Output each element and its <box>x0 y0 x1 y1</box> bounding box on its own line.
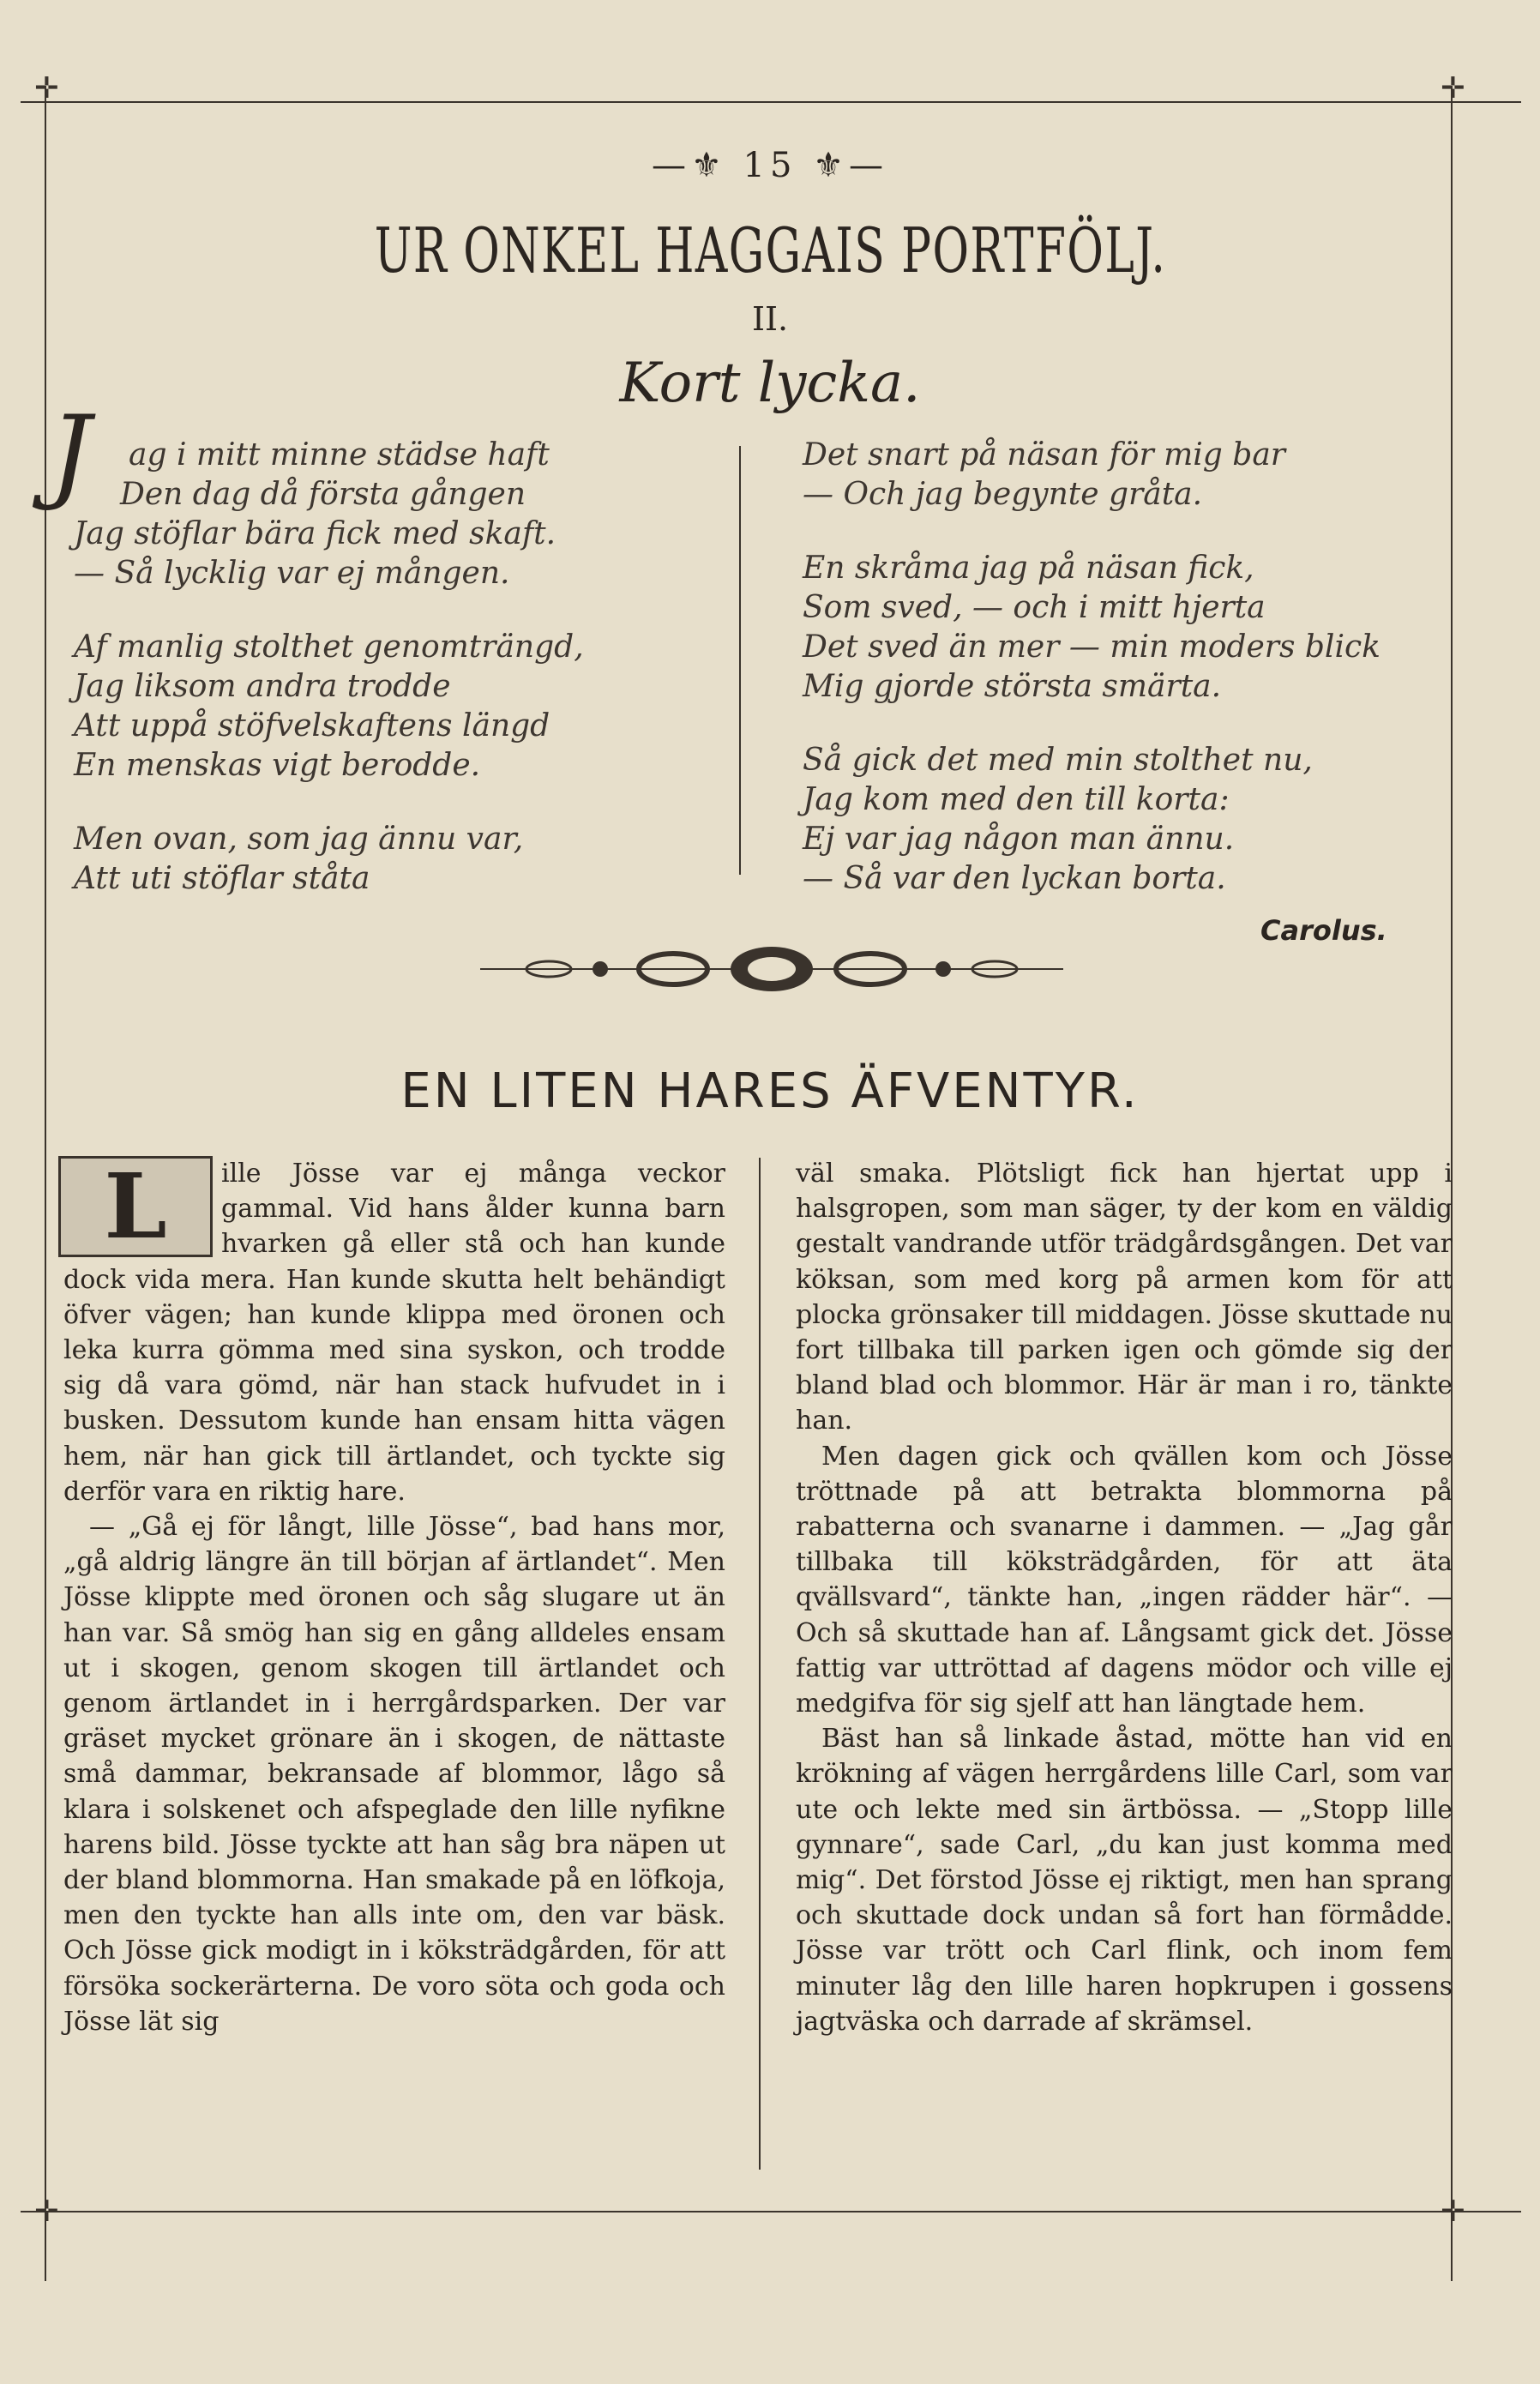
page-number-ornament-right: ⚜— <box>813 146 889 185</box>
poem-line: Att uti stöflar ståta <box>74 861 370 896</box>
poem-line: Så gick det med min stolthet nu, <box>803 743 1313 778</box>
poem-stanza <box>74 820 729 899</box>
story-right-column <box>796 1156 1453 2039</box>
story-paragraph <box>63 1153 725 1509</box>
story-title: EN LITEN HARES ÄFVENTYR. <box>400 1063 1140 1119</box>
poem-stanza <box>74 628 729 786</box>
poem-stanza <box>803 549 1437 707</box>
story-paragraph: Bäst han så linkade åstad, mötte han vid en krökning af vägen herrgårdens lille Carl, som var ute och lekte med sin ärtbössa. — „Stopp lille gynnare“, sade Carl, „du kan just komma med mig“. Det förstod Jösse ej riktigt, men han sprang och skuttade dock undan så fort han förmådde. Jösse var trött och Carl flink, och inom fem minuter låg den lille haren hopkrupen i gossens jagtväska och darrade af skrämsel. <box>796 1724 1453 2037</box>
ornamental-divider-icon <box>463 939 1080 999</box>
poem-line: Men ovan, som jag ännu var, <box>74 822 524 857</box>
story-paragraph: — „Gå ej för långt, lille Jösse“, bad hans mor, „gå aldrig längre än till början af ärtlandet“. Men Jösse klippte med öronen och såg slugare ut än han var. Så smög han sig en gång alldeles ensam ut i skogen, genom skogen till ärtlandet och genom ärtlandet in i herrgårdsparken. Der var gräset mycket grönare än i skogen, de nättaste små dammar, bekransade af blommor, lågo så klara i solskenet och afspeglade den lille nyfikne harens bild. Jösse tyckte att han såg bra näpen ut der bland blommorna. Han smakade på en löfkoja, men den tyckte han alls inte om, den var bäsk. Och Jösse gick modigt in i köksträdgården, för att försöka sockerärterna. De voro söta och goda och Jösse lät sig <box>63 1512 725 2037</box>
poem-title: Kort lycka. <box>619 352 921 415</box>
poem-drop-initial: J <box>50 394 92 514</box>
page-number-value: 15 <box>743 146 797 185</box>
poem-signature: Carolus. <box>1260 914 1387 947</box>
poem-line: Det sved än mer — min moders blick <box>803 629 1381 665</box>
poem-line: Ej var jag någon man ännu. <box>803 822 1235 857</box>
poem-line: Af manlig stolthet genomträngd, <box>74 629 584 665</box>
poem-stanza <box>74 436 729 593</box>
poem-line: Jag stöflar bära fick med skaft. <box>74 516 556 551</box>
top-frame-rule <box>21 101 1521 103</box>
story-paragraph: Men dagen gick och qvällen kom och Jösse tröttnade på att betrakta blommorna på rabatterna och svanarne i dammen. — „Jag går tillbaka till köksträdgården, för att äta qvällsvard“, tänkte han, „ingen rädder här“. — Och så skuttade han af. Långsamt gick det. Jösse fattig var uttröttad af dagens mödor och ville ej medgifva för sig sjelf att han längtade hem. <box>796 1441 1453 1719</box>
story-drop-cap: L <box>58 1156 213 1257</box>
poem-line: En menskas vigt berodde. <box>74 748 481 783</box>
poem-line: — Och jag begynte gråta. <box>803 477 1203 512</box>
poem-line: Mig gjorde största smärta. <box>803 669 1222 704</box>
poem-right-column <box>803 436 1437 933</box>
story-column-divider <box>759 1158 761 2170</box>
poem-line: Det snart på näsan för mig bar <box>803 437 1285 473</box>
poem-line: Jag liksom andra trodde <box>74 669 451 704</box>
poem-stanza <box>803 741 1437 899</box>
left-frame-rule <box>45 86 46 2281</box>
story-left-column <box>63 1153 725 2039</box>
poem-line: — Så var den lyckan borta. <box>803 861 1226 896</box>
corner-mark-bottom-left: ✛ <box>34 2194 59 2229</box>
poem-line: Att uppå stöfvelskaftens längd <box>74 708 550 743</box>
poem-line: Den dag då första gången <box>120 477 526 512</box>
page-number <box>0 146 1540 185</box>
story-paragraph-text: ille Jösse var ej många veckor gammal. Vid hans ålder kunna barn hvarken gå eller stå och han kunde dock vida mera. Han kunde skutta helt behändigt öfver vägen; han kunde klippa med öronen och leka kurra gömma med sina syskon, och trodde sig då vara gömd, när han stack hufvudet in i busken. Dessutom kunde han ensam hitta vägen hem, när han gick till ärtlandet, och tyckte sig derför vara en riktig hare. <box>63 1159 725 1507</box>
page-title: UR ONKEL HAGGAIS PORTFÖLJ. <box>374 214 1167 286</box>
poem-line: Som sved, — och i mitt hjerta <box>803 590 1266 625</box>
poem-stanza <box>803 436 1437 515</box>
poem-line: En skråma jag på näsan fick, <box>803 551 1254 586</box>
poem-line: — Så lycklig var ej mången. <box>74 556 510 591</box>
poem-column-divider <box>739 446 741 875</box>
poem-line: Jag kom med den till korta: <box>803 782 1230 817</box>
corner-mark-bottom-right: ✛ <box>1441 2194 1465 2229</box>
bottom-frame-rule <box>21 2211 1521 2212</box>
corner-mark-top-right: ✛ <box>1441 71 1465 105</box>
corner-mark-top-left: ✛ <box>34 71 59 105</box>
page-number-ornament-left: —⚜ <box>651 146 727 185</box>
part-number: II. <box>751 300 789 338</box>
poem-left-column <box>74 436 729 933</box>
poem-line: ag i mitt minne städse haft <box>129 437 550 473</box>
story-paragraph: väl smaka. Plötsligt fick han hjertat upp i halsgropen, som man säger, ty der kom en väldig gestalt vandrande utför trädgårdsgången. Det var köksan, som med korg på armen kom för att plocka grönsaker till middagen. Jösse skuttade nu fort tillbaka till parken igen och gömde sig der bland blad och blommor. Här är man i ro, tänkte han. <box>796 1159 1453 1436</box>
